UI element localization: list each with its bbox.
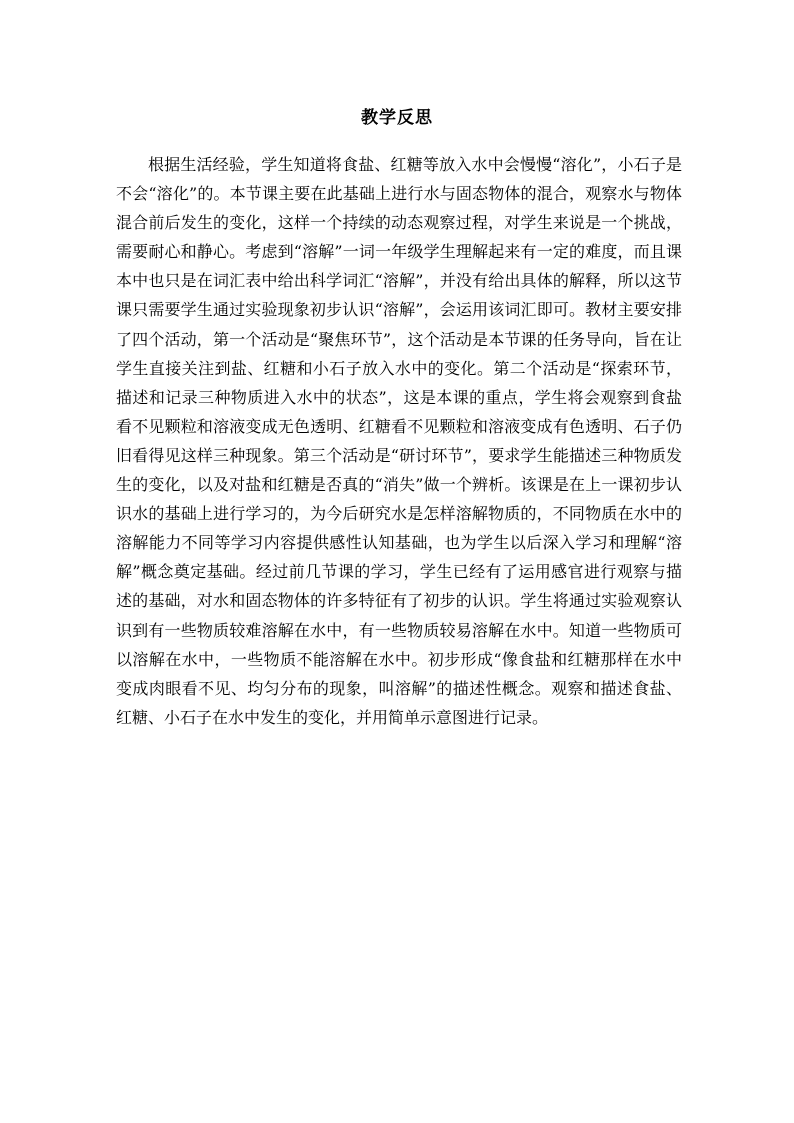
document-title: 教学反思 — [361, 108, 433, 128]
body-paragraph: 根据生活经验，学生知道将食盐、红糖等放入水中会慢慢“溶化”，小石子是不会“溶化”的。本节课主要在此基础上进行水与固态物体的混合，观察水与物体混合前后发生的变化，这样一个持续的动态观察过程，对学生来说是一个挑战，需要耐心和静心。考虑到“溶解”一词一年级学生理解起来有一定的难度，而且课本中也只是在词汇表中给出科学词汇“溶解”，并没有给出具体的解释，所以这节课只需要学生通过实验现象初步认识“溶解”，会运用该词汇即可。教材主要安排了四个活动，第一个活动是“聚焦环节”，这个活动是本节课的任务导向，旨在让学生直接关注到盐、红糖和小石子放入水中的变化。第二个活动是“探索环节，描述和记录三种物质进入水中的状态”，这是本课的重点，学生将会观察到食盐看不见颗粒和溶液变成无色透明、红糖看不见颗粒和溶液变成有色透明、石子仍旧看得见这样三种现象。第三个活动是“研讨环节”，要求学生能描述三种物质发生的变化，以及对盐和红糖是否真的“消失”做一个辨析。该课是在上一课初步认识水的基础上进行学习的，为今后研究水是怎样溶解物质的，不同物质在水中的溶解能力不同等学习内容提供感性认知基础，也为学生以后深入学习和理解“溶解”概念奠定基础。经过前几节课的学习，学生已经有了运用感官进行观察与描述的基础，对水和固态物体的许多特征有了初步的认识。学生将通过实验观察认识到有一些物质较难溶解在水中，有一些物质较易溶解在水中。知道一些物质可以溶解在水中，一些物质不能溶解在水中。初步形成“像食盐和红糖那样在水中变成肉眼看不见、均匀分布的现象，叫溶解”的描述性概念。观察和描述食盐、红糖、小石子在水中发生的变化，并用简单示意图进行记录。 — [116, 155, 682, 727]
